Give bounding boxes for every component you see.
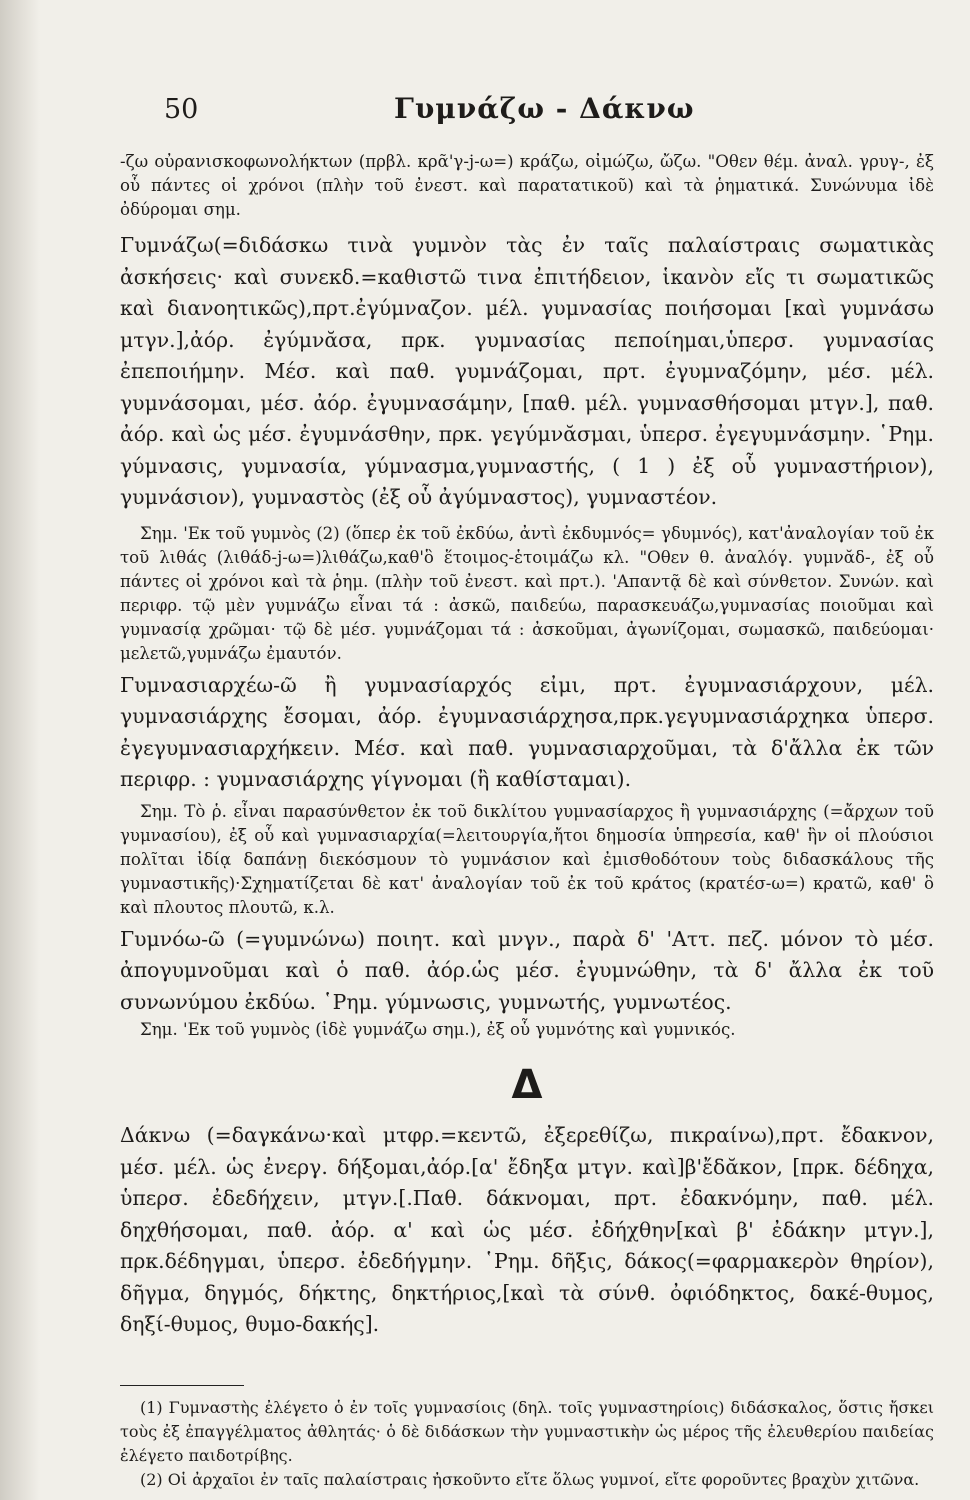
footnote-divider (120, 1385, 244, 1386)
page-body (120, 150, 934, 1492)
entry-dakno: Δάκνω (=δαγκάνω·καὶ μτφρ.=κεντῶ, ἐξερεθίζω, πικραίνω),πρτ. ἔδακνον, μέσ. μέλ. ὡς ἐνεργ. δήξομαι,ἀόρ.[α' ἔδηξα μτγν. καὶ]β'ἔδᾰκον, [πρκ. δέδηχα, ὑπερσ. ἐδεδήχειν, μτγν.[.Παθ. δάκνομαι, πρτ. ἐδακνόμην, παθ. μέλ. δηχθήσομαι, παθ. ἀόρ. α' καὶ ὡς μέσ. ἐδήχθην[καὶ β' ἐδάκην μτγν.], πρκ.δέδηγμαι, ὑπερσ. ἐδεδήγμην. ῾Ρημ. δῆξις, δάκος(=φαρμακερὸν θηρίον), δῆγμα, δηγμός, δήκτης, δηκτήριος,[καὶ τὰ σύνθ. ὀφιόδηκτος, δακέ-θυμος, δηξί-θυμος, θυμο-δακής]. (120, 1123, 934, 1336)
footnote-2: (2) Οἱ ἀρχαῖοι ἐν ταῖς παλαίστραις ἠσκοῦντο εἴτε ὅλως γυμνοί, εἴτε φοροῦντες βραχὺν χιτῶνα. (140, 1469, 920, 1489)
entry-gymnasiarcheo: Γυμνασιαρχέω-ῶ ἢ γυμνασίαρχός εἰμι, πρτ. ἐγυμνασιάρχουν, μέλ. γυμνασιάρχης ἔσομαι, ἀόρ. ἐγυμνασιάρχησα,πρκ.γεγυμνασιάρχηκα ὑπερσ. ἐγεγυμνασιαρχήκειν. Μέσ. καὶ παθ. γυμνασιαρχοῦμαι, τὰ δ'ἄλλα ἐκ τῶν περιφρ. : γυμνασιάρχης γίγνομαι (ἢ καθίσταμαι). (120, 672, 934, 791)
running-head-title: Γυμνάζω - Δάκνω (394, 92, 695, 125)
running-head (164, 94, 934, 134)
page-gutter-shadow (0, 0, 40, 1500)
section-letter-heading: Δ (511, 1062, 543, 1108)
footnote-1: (1) Γυμναστὴς ἐλέγετο ὁ ἐν τοῖς γυμνασίοις (δηλ. τοῖς γυμναστηρίοις) διδάσκαλος, ὅστις ἤσκει τοὺς ἐξ ἐπαγγέλματος ἀθλητάς· ὁ δὲ διδάσκων τὴν γυμναστικὴν ὡς μέρος τῆς ἐλευθερίου παιδείας ἐλέγετο παιδοτρίβης. (120, 1397, 934, 1465)
entry-gymnazo: Γυμνάζω(=διδάσκω τινὰ γυμνὸν τὰς ἐν ταῖς παλαίστραις σωματικὰς ἀσκήσεις· καὶ συνεκδ.=καθιστῶ τινα ἐπιτήδειον, ἱκανὸν εἴς τι σωματικῶς καὶ διανοητικῶς),πρτ.ἐγύμναζον. μέλ. γυμνασίας ποιήσομαι [καὶ γυμνάσω μτγν.],ἀόρ. ἐγύμνᾰσα, πρκ. γυμνασίας πεποίημαι,ὑπερσ. γυμνασίας ἐπεποιήμην. Μέσ. καὶ παθ. γυμνάζομαι, πρτ. ἐγυμναζόμην, μέσ. μέλ. γυμνάσομαι, μέσ. ἀόρ. ἐγυμνασάμην, [παθ. μέλ. γυμνασθήσομαι μτγν.], παθ. ἀόρ. καὶ ὡς μέσ. ἐγυμνάσθην, πρκ. γεγύμνᾰσμαι, ὑπερσ. ἐγεγυμνάσμην. ῾Ρημ. γύμνασις, γυμνασία, γύμνασμα,γυμναστής, ( 1 ) ἐξ οὗ γυμναστήριον), γυμνάσιον), γυμναστὸς (ἐξ οὗ ἀγύμναστος), γυμναστέον. (120, 233, 934, 509)
page-number: 50 (164, 94, 199, 125)
note-gymnazo: Σημ. 'Εκ τοῦ γυμνὸς (2) (ὅπερ ἐκ τοῦ ἐκδύω, ἀντὶ ἐκδυμνός= γδυμνός), κατ'ἀναλογίαν τοῦ ἐκ τοῦ λιθάς (λιθάδ-j-ω=)λιθάζω,καθ'ὃ ἕτοιμος-ἑτοιμάζω κλ. "Οθεν θ. ἀναλόγ. γυμνᾰδ-, ἐξ οὗ πάντες οἱ χρόνοι καὶ τὰ ῥημ. (πλὴν τοῦ ἐνεστ. καὶ πρτ.). 'Απαντᾷ δὲ καὶ σύνθετον. Συνών. καὶ περιφρ. τῷ μὲν γυμνάζω εἶναι τά : ἀσκῶ, παιδεύω, παρασκευάζω,γυμνασίας ποιοῦμαι καὶ γυμνασίᾳ χρῶμαι· τῷ δὲ μέσ. γυμνάζομαι τά : ἀσκοῦμαι, ἀγωνίζομαι, σωμασκῶ, παιδεύομαι· μελετῶ,γυμνάζω ἐμαυτόν. (120, 523, 934, 663)
note-gymnasiarcheo: Σημ. Τὸ ῥ. εἶναι παρασύνθετον ἐκ τοῦ δικλίτου γυμνασίαρχος ἢ γυμνασιάρχης (=ἄρχων τοῦ γυμνασίου), ἐξ οὗ καὶ γυμνασιαρχία(=λειτουργία,ἤτοι δημοσία ὑπηρεσία, καθ' ἣν οἱ πλούσιοι πολῖται ἰδίᾳ δαπάνῃ διεκόσμουν τὸ γυμνάσιον καὶ ἐμισθοδότουν τοὺς διδασκάλους τῆς γυμναστικῆς)·Σχηματίζεται δὲ κατ' ἀναλογίαν τοῦ ἐκ τοῦ κράτος (κρατέσ-ω=) κρατῶ, καθ' ὃ καὶ πλουτος πλουτῶ, κ.λ. (120, 801, 934, 917)
entry-gymnoo: Γυμνόω-ῶ (=γυμνώνω) ποιητ. καὶ μνγν., παρὰ δ' 'Αττ. πεζ. μόνον τὸ μέσ. ἀπογυμνοῦμαι καὶ ὁ παθ. ἀόρ.ὡς μέσ. ἐγυμνώθην, τὰ δ' ἄλλα ἐκ τοῦ συνωνύμου ἐκδύω. ῾Ρημ. γύμνωσις, γυμνωτής, γυμνωτέος. (120, 926, 934, 1014)
footnotes (120, 1396, 934, 1492)
entry-continuation: -ζω οὐρανισκοφωνολήκτων (πρβλ. κρᾶ'γ-j-ω=) κράζω, οἰμώζω, ὤζω. "Οθεν θέμ. ἀναλ. γρυγ-, ἐξ οὗ πάντες οἱ χρόνοι (πλὴν τοῦ ἐνεστ. καὶ παρατατικοῦ) καὶ τὰ ῥηματικά. Συνώνυμα ἰδὲ ὀδύρομαι σημ. (120, 152, 934, 219)
note-gymnoo: Σημ. 'Εκ τοῦ γυμνὸς (ἰδὲ γυμνάζω σημ.), ἐξ οὗ γυμνότης καὶ γυμνικός. (140, 1020, 736, 1039)
